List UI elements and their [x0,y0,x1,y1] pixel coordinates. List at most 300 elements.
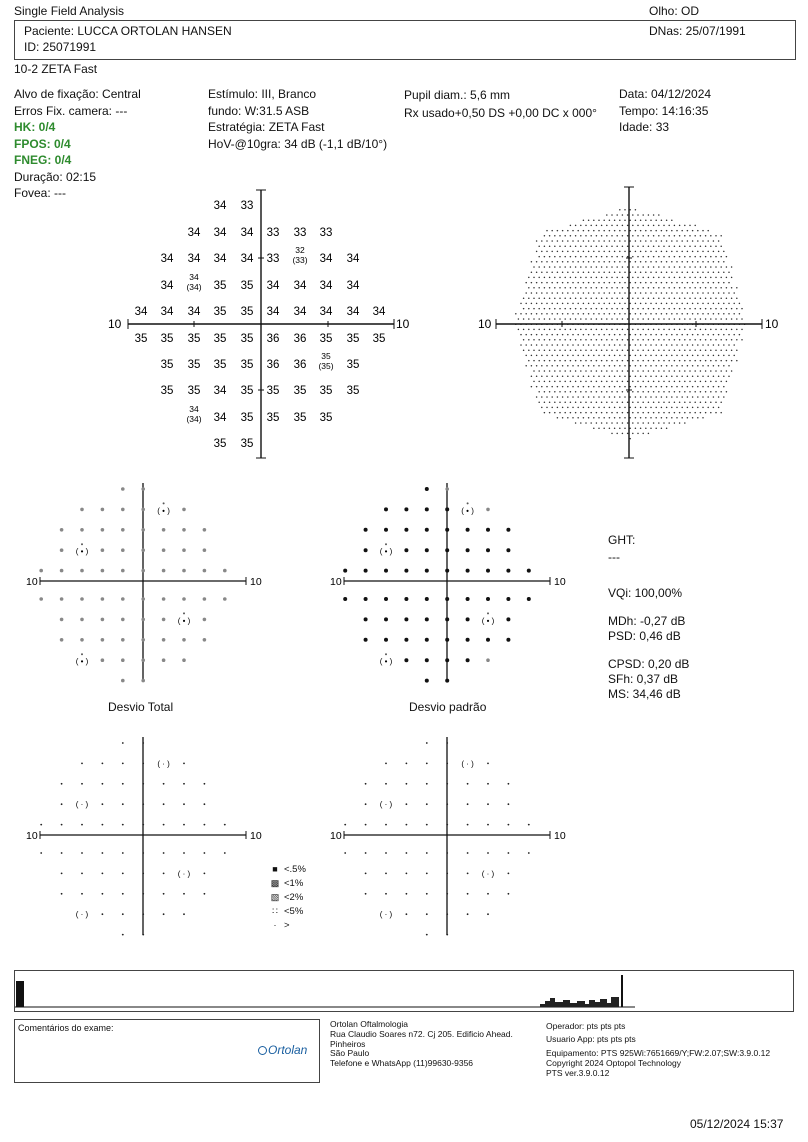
gray-dot [533,339,535,341]
gray-dot [606,381,608,383]
deviation-dot [60,528,64,532]
gray-dot [676,292,678,294]
gray-dot [619,313,621,315]
gray-dot [684,308,686,310]
gray-dot [544,339,546,341]
gray-dot [681,313,683,315]
gray-dot [650,271,652,273]
gray-dot [658,318,660,320]
deviation-dot [506,617,510,621]
gray-dot [559,308,561,310]
gray-dot [720,277,722,279]
gray-dot [554,401,556,403]
probability-dot [163,893,165,895]
gray-dot [616,225,618,227]
probability-dot [365,803,367,805]
retest-symbol: ( • ) [379,657,393,667]
gray-dot [622,297,624,299]
gray-dot [554,349,556,351]
gray-dot [684,360,686,362]
gray-dot [710,318,712,320]
gray-dot [653,401,655,403]
gray-dot [575,329,577,331]
retest-dot [81,543,83,545]
gray-dot [588,365,590,367]
gray-dot [541,355,543,357]
gray-dot [585,370,587,372]
gray-dot [544,360,546,362]
probability-dot [102,803,104,805]
gray-dot [713,355,715,357]
gray-dot [694,277,696,279]
deviation-dot [121,658,125,662]
gray-dot [681,344,683,346]
gray-dot [632,412,634,414]
deviation-dot [121,569,125,573]
deviation-dot [445,548,449,552]
gray-dot [598,251,600,253]
gray-dot [707,355,709,357]
gray-dot [653,349,655,351]
gray-dot [723,303,725,305]
probability-dot [204,803,206,805]
deviation-dot [182,658,186,662]
gray-dot [616,349,618,351]
gray-dot [668,329,670,331]
gray-dot [583,344,585,346]
probability-dot [102,873,104,875]
gray-dot [679,266,681,268]
gray-dot [611,381,613,383]
gray-dot [551,303,553,305]
gray-dot [541,386,543,388]
probability-dot [81,763,83,765]
gray-dot [726,297,728,299]
gray-dot [544,401,546,403]
gray-dot [713,271,715,273]
threshold-value: 34 [266,306,280,318]
gray-dot [645,417,647,419]
gray-dot [583,292,585,294]
threshold-value: 33 [293,227,307,239]
gray-dot [689,318,691,320]
gray-dot [655,261,657,263]
gray-dot [697,407,699,409]
gray-dot [601,308,603,310]
gray-dot [718,261,720,263]
gray-dot [702,365,704,367]
gray-dot [619,365,621,367]
gray-dot [627,412,629,414]
gray-dot [674,339,676,341]
gray-dot [580,391,582,393]
gray-dot [575,225,577,227]
gray-dot [575,308,577,310]
gray-dot [635,365,637,367]
gray-dot [679,422,681,424]
gray-dot [648,349,650,351]
gray-dot [580,266,582,268]
gray-dot [583,355,585,357]
gray-dot [541,292,543,294]
gray-dot [674,401,676,403]
probability-dot [365,852,367,854]
deviation-dot [506,597,510,601]
gray-dot [689,256,691,258]
probability-dot [528,824,530,826]
gray-dot [733,334,735,336]
gray-dot [645,271,647,273]
gray-dot [726,266,728,268]
axis-label: 10 [330,830,342,842]
fixation-target: Alvo de fixação: Central [14,87,141,101]
gray-dot [700,277,702,279]
threshold-value: 35 [160,385,174,397]
gray-dot [624,365,626,367]
probability-dot [142,873,144,875]
legend-row [270,862,306,876]
gray-dot [546,230,548,232]
gray-dot [577,355,579,357]
gray-dot [531,271,533,273]
gray-dot [666,251,668,253]
gray-dot [575,266,577,268]
clinic-city: São Paulo [330,1048,370,1059]
gray-dot [614,427,616,429]
gray-dot [570,225,572,227]
gray-dot [679,256,681,258]
gray-dot [640,344,642,346]
gray-dot [572,417,574,419]
gray-dot [741,329,743,331]
gray-dot [541,396,543,398]
gray-dot [606,339,608,341]
gray-dot [590,308,592,310]
gray-dot [559,277,561,279]
gray-dot [632,422,634,424]
gray-dot [606,297,608,299]
gray-dot [528,287,530,289]
gray-dot [551,261,553,263]
gray-dot [564,256,566,258]
gray-dot [681,386,683,388]
gray-dot [570,245,572,247]
gray-dot [681,271,683,273]
gray-dot [653,287,655,289]
gray-dot [598,355,600,357]
gray-dot [635,334,637,336]
gray-dot [536,313,538,315]
probability-dot [142,803,144,805]
gray-dot [635,209,637,211]
gray-dot [687,230,689,232]
gray-dot [619,417,621,419]
gray-dot [715,329,717,331]
gray-dot [572,271,574,273]
gray-dot [715,245,717,247]
gray-dot [723,282,725,284]
gray-dot [642,422,644,424]
gray-dot [687,303,689,305]
gray-dot [684,318,686,320]
gray-dot [531,386,533,388]
gray-dot [549,370,551,372]
gray-dot [601,391,603,393]
gray-dot [606,245,608,247]
deviation-dot [203,597,207,601]
gray-dot [546,386,548,388]
gray-dot [624,407,626,409]
gray-dot [707,313,709,315]
threshold-value: 35 [240,412,254,424]
probability-plots [0,725,808,945]
retest-symbol: ( • ) [75,547,89,557]
gray-dot [593,292,595,294]
gray-dot [528,349,530,351]
gray-dot [731,287,733,289]
retest-symbol: ( • ) [75,657,89,667]
gray-dot [616,422,618,424]
gray-dot [538,329,540,331]
gray-dot [528,297,530,299]
gray-dot [661,375,663,377]
probability-dot [102,763,104,765]
gray-dot [606,391,608,393]
gray-dot [635,219,637,221]
gray-dot [640,251,642,253]
gray-dot [674,245,676,247]
gray-dot [702,344,704,346]
gray-dot [570,318,572,320]
gray-dot [624,292,626,294]
gray-dot [588,251,590,253]
gray-dot [739,303,741,305]
gray-dot [637,360,639,362]
probability-dot [204,873,206,875]
gray-dot [536,282,538,284]
gray-dot [705,245,707,247]
gray-dot [640,396,642,398]
gray-dot [642,401,644,403]
gray-dot [611,433,613,435]
gray-dot [627,360,629,362]
gray-dot [707,292,709,294]
gray-dot [616,318,618,320]
gray-dot [528,308,530,310]
deviation-dot [141,548,145,552]
threshold-retest-value: (35) [318,361,334,371]
gray-dot [632,370,634,372]
gray-dot [549,287,551,289]
sfh-value: SFh: 0,37 dB [608,672,679,686]
gray-dot [681,396,683,398]
gray-dot [658,297,660,299]
gray-dot [622,235,624,237]
gray-dot [622,245,624,247]
gray-dot [564,277,566,279]
deviation-dot [425,487,429,491]
gray-dot [583,261,585,263]
gray-dot [650,334,652,336]
gray-dot [601,245,603,247]
gray-dot [663,381,665,383]
threshold-value: 35 [346,359,360,371]
gray-dot [551,344,553,346]
gray-dot [606,318,608,320]
probability-dot [163,913,165,915]
gray-dot [661,271,663,273]
gray-dot [635,407,637,409]
gray-dot [674,277,676,279]
equipment-info [546,1049,770,1078]
gray-dot [679,391,681,393]
gray-dot [648,329,650,331]
gray-dot [588,313,590,315]
gray-dot [601,256,603,258]
probability-dot [446,934,448,936]
probability-dot [122,783,124,785]
gray-dot [570,370,572,372]
gray-dot [645,334,647,336]
gray-dot [598,365,600,367]
gray-dot [523,308,525,310]
gray-dot [637,266,639,268]
gray-dot [645,230,647,232]
gray-dot [642,381,644,383]
equipment: Equipamento: PTS 925Wi:7651669/Y;FW:2.07;SW:3.9.0.12 [546,1048,771,1058]
legend-symbol: ∷ [272,905,278,916]
gray-dot [681,407,683,409]
gray-dot [536,355,538,357]
gray-dot [700,360,702,362]
gray-dot [546,365,548,367]
deviation-dot [445,658,449,662]
gray-dot [689,287,691,289]
gray-dot [523,329,525,331]
gray-dot [557,386,559,388]
gray-dot [567,396,569,398]
gray-dot [616,412,618,414]
gray-dot [650,230,652,232]
gray-dot [580,318,582,320]
deviation-dot [466,638,470,642]
gray-dot [648,422,650,424]
gray-dot [653,381,655,383]
gray-dot [718,282,720,284]
gray-dot [632,308,634,310]
gray-dot [593,240,595,242]
gray-dot [705,235,707,237]
gray-dot [544,266,546,268]
gray-dot [559,412,561,414]
gray-dot [658,287,660,289]
gray-dot [720,401,722,403]
gray-dot [585,329,587,331]
gray-dot [533,287,535,289]
probability-dot [40,824,42,826]
total-deviation-label: Desvio Total [108,700,174,714]
gray-dot [616,235,618,237]
gray-dot [627,266,629,268]
gray-dot [562,334,564,336]
gray-dot [655,365,657,367]
gray-dot [640,219,642,221]
probability-dot [102,852,104,854]
gray-dot [661,344,663,346]
gray-dot [666,417,668,419]
gray-dot [598,334,600,336]
gray-dot [609,365,611,367]
gray-dot [715,339,717,341]
gray-dot [710,370,712,372]
gray-dot [551,396,553,398]
gray-dot [611,287,613,289]
gray-dot [658,245,660,247]
gray-dot [570,308,572,310]
gray-dot [590,360,592,362]
gray-dot [533,349,535,351]
gray-dot [554,370,556,372]
threshold-value: 34 [240,253,254,265]
deviation-dot [445,679,449,683]
clinic-street: Rua Claudio Soares n72. Cj 205. Edificio Ahead. [330,1028,513,1039]
gray-dot [715,308,717,310]
probability-dot [508,783,510,785]
deviation-dot [162,528,166,532]
gray-dot [640,334,642,336]
deviation-dot [121,528,125,532]
deviation-dot [80,508,84,512]
gray-dot [588,407,590,409]
gray-dot [614,334,616,336]
gray-dot [614,292,616,294]
gray-dot [525,292,527,294]
gray-dot [707,375,709,377]
gray-dot [567,313,569,315]
gray-dot [596,370,598,372]
gray-dot [684,329,686,331]
gray-dot [687,407,689,409]
gray-dot [609,386,611,388]
gray-dot [676,313,678,315]
gray-dot [549,329,551,331]
gray-dot [627,349,629,351]
deviation-dot [466,617,470,621]
gray-dot [663,401,665,403]
deviation-dot [223,597,227,601]
gray-dot [601,339,603,341]
gray-dot [707,261,709,263]
deviation-dot [404,548,408,552]
gray-dot [715,266,717,268]
gray-dot [671,417,673,419]
gray-dot [562,407,564,409]
gray-dot [679,412,681,414]
gray-dot [684,297,686,299]
gray-dot [583,219,585,221]
deviation-dot [141,658,145,662]
gray-dot [658,381,660,383]
gray-dot [590,297,592,299]
gray-dot [694,266,696,268]
threshold-value: 35 [346,385,360,397]
gray-dot [609,407,611,409]
gray-dot [671,251,673,253]
axis-label-right: 10 [396,317,410,331]
threshold-value: 35 [293,412,307,424]
gray-dot [606,370,608,372]
gray-dot [598,271,600,273]
